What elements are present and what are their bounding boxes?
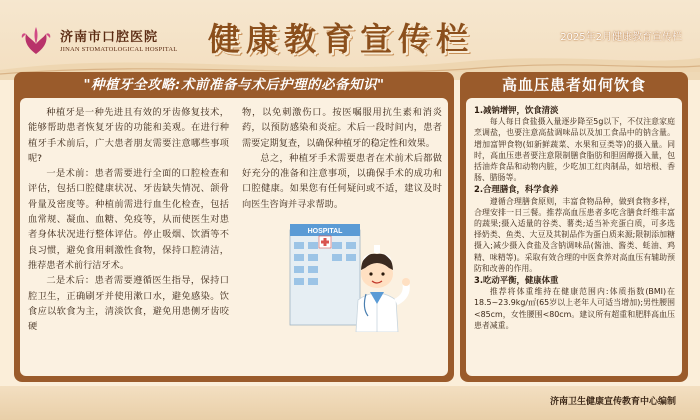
article-column-1 (28, 105, 229, 334)
article-paragraph: 种植牙是一种先进且有效的牙齿修复技术，能够帮助患者恢复牙齿的功能和美观。在进行种植牙手术前后，广大患者朋友需要注意哪些事项呢? (28, 107, 229, 164)
doctor-figure-icon (356, 245, 410, 332)
footer-credit: 济南卫生健康宣传教育中心编制 (549, 397, 676, 407)
dental-implant-title: "种植牙全攻略:术前准备与术后护理的必备知识" (83, 77, 385, 93)
header (0, 0, 700, 72)
tooth-flower-logo-icon (18, 24, 54, 58)
footer (0, 386, 700, 420)
issue-date: 2025年2月健康教育宣传栏 (560, 32, 682, 43)
diet-tips (474, 104, 675, 331)
section-heading: 1.减钠增钾，饮食清淡 (474, 105, 559, 115)
hypertension-diet-panel (460, 72, 688, 382)
page-title-container (208, 14, 508, 58)
doctor-hospital-illustration (282, 212, 432, 332)
section-heading: 3.吃动平衡，健康体重 (474, 275, 559, 286)
article-paragraph: 一是术前：患者需要进行全面的口腔检查和评估，包括口腔健康状况、牙齿缺失情况、颌骨骨量及密度等。种植前需进行血生化检查，包括血常规、凝血、血糖、免疫等，从而使医生对患者身体状况进行整体评估。停止吸烟、饮酒等不良习惯，避免食用刺激性食物，保持口腔清洁，推荐患者术前行洁牙术。 (28, 168, 229, 271)
section-text: 每人每日食盐摄入量逐步降至5g以下，不仅注意家庭烹调盐，也要注意高盐调味品以及加工食品中的钠含量。增加富钾食物(如新鲜蔬菜、水果和豆类等)的摄入量。同时，高血压患者要注意限制膳食脂肪和胆固醇摄入量，包括油炸食品和动物内脏，少吃加工红肉制品，如培根、香肠、腊肠等。 (474, 117, 675, 183)
article-column-2 (242, 105, 442, 212)
article-paragraph: 总之，种植牙手术需要患者在术前术后都做好充分的准备和注意事项，以确保手术的成功和口腔健康。如果您有任何疑问或不适，建议及时向医生咨询并寻求帮助。 (242, 152, 442, 210)
article-paragraph: 物，以免刺激伤口。按医嘱服用抗生素和消炎药，以预防感染和炎症。术后一段时间内，患者需要定期复查，以确保种植牙的稳定性和效果。 (242, 107, 442, 149)
section-text: 推荐将体重维持在健康范围内:体质指数(BMI)在18.5~23.9kg/㎡(65岁以上老年人可适当增加);男性腰围<85cm，女性腰围<80cm。建议所有超重和肥胖高血压患者减重。 (474, 287, 675, 330)
hospital-sign: HOSPITAL (307, 228, 343, 235)
page-title: 健康教育宣传栏 (208, 20, 475, 58)
section-heading: 2.合理膳食，科学食养 (474, 184, 559, 195)
section-text: 遵循合理膳食原则，丰富食物品种，做到食物多样，合理安排一日三餐。推荐高血压患者多吃含膳食纤维丰富的蔬果;摄入适量的谷类、薯类;适当补充蛋白质，可多选择奶类、鱼类、大豆及其制品作为蛋白质来源;限制添加糖摄入;减少摄入食盐及含钠调味品(酱油、酱类、蚝油、鸡精、味精等)。采取有效合理的中医食养对高血压有辅助预防和改善的作用。 (474, 196, 675, 273)
hypertension-diet-title: 高血压患者如何饮食 (501, 76, 646, 94)
hospital-name-english: JINAN STOMATOLOGICAL HOSPITAL (60, 46, 178, 53)
hypertension-diet-body (466, 98, 682, 376)
hospital-name: 济南市口腔医院 (60, 30, 159, 45)
hospital-building-icon (290, 224, 360, 325)
article-paragraph: 二是术后：患者需要遵循医生指导，保持口腔卫生，正确刷牙并使用漱口水，避免感染。饮食应以软食为主，清淡饮食，避免用患侧牙齿咬硬 (28, 275, 229, 333)
hospital-logo (18, 22, 193, 62)
